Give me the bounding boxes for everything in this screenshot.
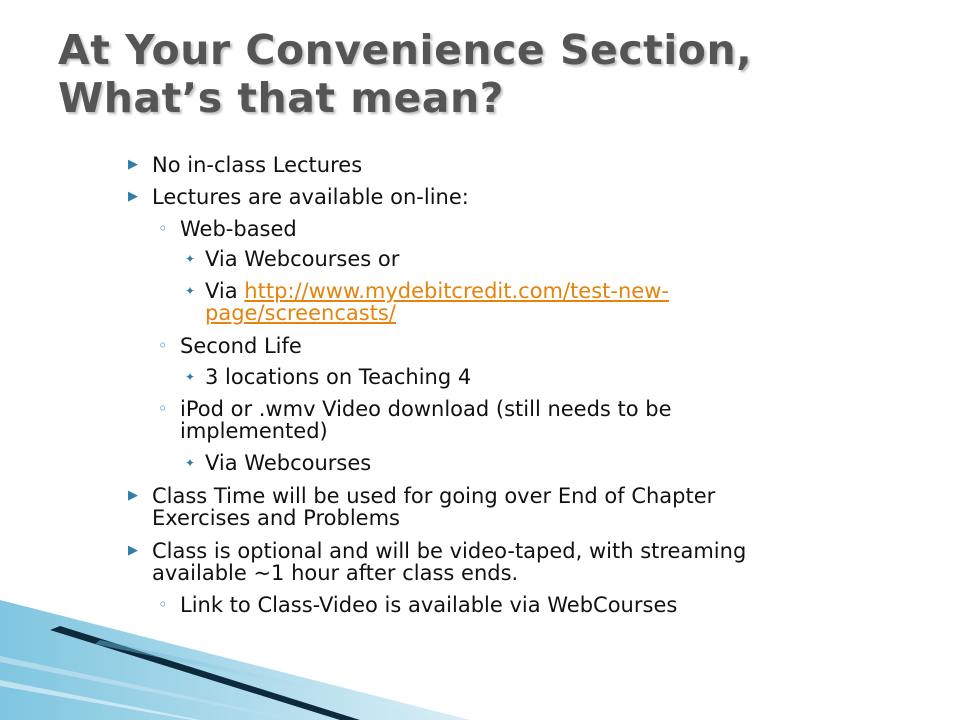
triangle-bullet-icon: ▶	[128, 189, 138, 204]
slide-title	[58, 26, 918, 122]
triangle-bullet-icon: ▶	[128, 157, 138, 172]
list-item-prefix: Via	[205, 279, 245, 303]
star-bullet-icon: ✦	[185, 370, 196, 384]
blue-wedge-shape	[0, 600, 470, 720]
triangle-bullet-icon: ▶	[128, 488, 138, 503]
list-item-continuation: implemented)	[180, 419, 328, 443]
list-item: Class Time will be used for going over End of Chapter	[152, 484, 716, 508]
decorative-swoosh	[0, 560, 960, 720]
list-item: iPod or .wmv Video download (still needs to be	[180, 397, 672, 421]
circle-bullet-icon: ◦	[158, 219, 168, 238]
list-item: 3 locations on Teaching 4	[205, 365, 472, 389]
circle-bullet-icon: ◦	[158, 399, 168, 418]
screencasts-link-continuation[interactable]: page/screencasts/	[205, 301, 396, 325]
slide-title-line-2: What’s that mean?	[58, 74, 504, 122]
list-item-continuation: available ~1 hour after class ends.	[152, 561, 519, 585]
list-item: Class is optional and will be video-taped, with streaming	[152, 539, 747, 563]
triangle-bullet-icon: ▶	[128, 543, 138, 558]
list-item: No in-class Lectures	[152, 153, 363, 177]
list-item: Via Webcourses or	[205, 247, 400, 271]
circle-bullet-icon: ◦	[158, 595, 168, 614]
list-item-continuation: Exercises and Problems	[152, 506, 400, 530]
list-item: Web-based	[180, 217, 297, 241]
slide-title-line-1: At Your Convenience Section,	[58, 26, 753, 74]
list-item: Via Webcourses	[205, 451, 372, 475]
list-item: Second Life	[180, 334, 302, 358]
screencasts-link[interactable]: http://www.mydebitcredit.com/test-new-	[244, 279, 669, 303]
star-bullet-icon: ✦	[185, 284, 196, 298]
list-item: Link to Class-Video is available via WebCourses	[180, 593, 678, 617]
list-item: Lectures are available on-line:	[152, 185, 469, 209]
list-item	[205, 280, 669, 302]
star-bullet-icon: ✦	[185, 252, 196, 266]
list-item-continuation	[205, 302, 396, 324]
star-bullet-icon: ✦	[185, 456, 196, 470]
circle-bullet-icon: ◦	[158, 336, 168, 355]
